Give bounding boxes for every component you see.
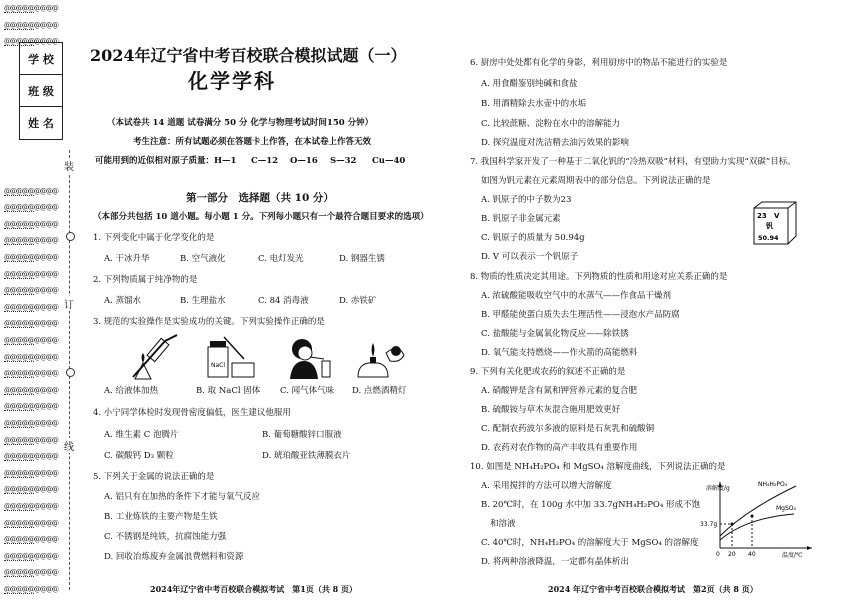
margin-deco-mark: @@@@@@@@@ [4,4,58,12]
option: D. 将两种溶液降温，一定都有晶体析出 [481,557,629,567]
svg-text:NaCl: NaCl [211,362,226,369]
margin-deco-mark: @@@@@@@@@ [4,518,58,527]
option: B. 空气液化 [180,254,226,264]
question-stem: 9. 下列有关化肥或农药的叙述不正确的是 [470,367,626,377]
option: A. 浓硫酸能吸收空气中的水蒸气——作食品干燥剂 [481,291,672,301]
option: C. 钒原子的质量为 50.94g [481,233,585,243]
margin-deco-mark: @@@@@@@@@ [4,435,58,444]
margin-deco-mark: @@@@@@@@@ [4,419,58,427]
option: C. 碳酸钙 D₃ 颗粒 [104,451,174,461]
question-stem: 10. 如图是 NH₄H₂PO₄ 和 MgSO₄ 溶解度曲线，下列说法正确的是 [470,462,726,472]
margin-deco-mark: @@@@@@@@@ [4,20,58,29]
page-footer-right: 2024 年辽宁省中考百校联合模拟考试 第2页（共 8 页） [548,584,758,594]
question-stem: 2. 下列物质属于纯净物的是 [93,275,198,285]
atomic-mass-cu: Cu—40 [372,156,406,166]
liquid-heating-figure [125,333,185,381]
element-number: 23 [757,212,767,220]
exam-instruction: 考生注意：所有试题必须在答题卡上作答，在本试卷上作答无效 [133,137,372,147]
exam-note: （本试卷共 14 道题 试卷满分 50 分 化学与物理考试时间150 分钟） [107,118,374,128]
margin-deco-mark: @@@@@@@@@ [4,37,58,46]
binding-margin [0,0,84,609]
option: B. 甲醛能使蛋白质失去生理活性——浸泡水产品防腐 [481,310,680,320]
atomic-mass-h: 可能用到的近似相对原子质量：H—1 [95,156,237,166]
option: C. 40℃时，NH₄H₂PO₄ 的溶解度大于 MgSO₄ 的溶解度 [481,538,699,548]
x-tick-20: 20 [728,551,736,558]
margin-deco-mark: @@@@@@@@@ [4,369,58,378]
series-label-nh4h2po4: NH₄H₂PO₄ [758,481,788,488]
question-stem: 1. 下列变化中属于化学变化的是 [93,233,215,243]
question-stem: 4. 小宁同学体检时发现骨密度偏低，医生建议他服用 [93,408,291,418]
y-axis-label: 溶解度/g [706,485,730,492]
margin-deco-mark: @@@@@@@@@ [4,203,58,212]
margin-deco-mark: @@@@@@@@@ [4,551,58,560]
margin-deco-mark: @@@@@@@@@ [4,452,58,461]
margin-deco-mark: @@@@@@@@@ [4,286,58,295]
student-info-box [19,42,63,140]
question-stem: 7. 我国科学家开发了一种基于二氧化钒的“冷热双吸”材料，有望助力实现“双碳”目标。 [470,157,796,167]
margin-deco-mark: @@@@@@@@@ [4,352,58,361]
margin-deco-mark: @@@@@@@@@ [4,319,58,328]
binding-ring [66,232,75,241]
margin-deco-mark: @@@@@@@@@ [4,485,58,494]
option: A. 给液体加热 [104,386,159,396]
option: A. 铝只有在加热的条件下才能与氧气反应 [104,492,261,502]
option: D. 琥珀酸亚铁薄膜衣片 [262,451,351,461]
binding-ring [66,368,75,377]
option: B. 葡萄糖酸锌口服液 [262,430,342,440]
option: C. 配制农药波尔多液的原料是石灰乳和硫酸铜 [481,424,655,434]
margin-deco-mark: @@@@@@@@@ [4,385,58,394]
option: D. 氧气能支持燃烧——作火箭的高能燃料 [481,348,638,358]
margin-deco-mark: @@@@@@@@@ [4,253,58,261]
option: B. 用酒精除去水壶中的水垢 [481,99,587,109]
option: A. 维生素 C 泡腾片 [104,430,179,440]
section-title: 第一部分 选择题（共 10 分） [186,192,334,204]
option: B. 钒原子非金属元素 [481,214,561,224]
margin-deco-mark: @@@@@@@@@ [4,585,58,593]
question-stem: 5. 下列关于金属的说法正确的是 [93,472,215,482]
option: D. 农药对农作物的高产丰收具有重要作用 [481,443,638,453]
option: A. 采用搅拌的方法可以增大溶解度 [481,481,612,491]
margin-deco-mark: @@@@@@@@@ [4,502,58,510]
option: C. 不锈钢是纯铁，抗腐蚀能力强 [104,532,227,542]
binding-mark-zhuang: 装 [64,158,74,173]
element-mass: 50.94 [758,234,779,242]
question-stem-cont: 如图为钒元素在元素周期表中的部分信息。下列说法正确的是 [481,176,711,186]
smell-gas-figure [280,333,340,381]
option-cont: 和溶液 [490,519,516,529]
margin-deco-mark: @@@@@@@@@ [4,535,58,544]
x-tick-40: 40 [748,551,756,558]
margin-deco-mark: @@@@@@@@@ [4,402,58,411]
class-label: 班 级 [20,75,62,107]
exam-title: 2024年辽宁省中考百校联合模拟试题（一） [90,46,407,65]
name-label: 姓 名 [28,117,54,130]
series-label-mgso4: MgSO₄ [776,505,796,512]
question-stem: 3. 规范的实验操作是实验成功的关键。下列实验操作正确的是 [93,317,325,327]
binding-mark-ding: 订 [64,296,74,311]
option: D. 钢器生锈 [339,254,385,264]
option: D. V 可以表示一个钒原子 [481,252,579,262]
option: D. 点燃酒精灯 [352,386,407,396]
option: C. 比较蔗糖、淀粉在水中的溶解能力 [481,119,621,129]
x-axis-label: 温度/℃ [782,552,803,559]
option: D. 回收冶炼废弃金属浪费燃料和资源 [104,552,244,562]
option: B. 生理盐水 [180,296,226,306]
marker-point [751,515,754,518]
option: C. 84 消毒液 [258,296,309,306]
element-name: 钒 [766,221,773,230]
margin-deco-mark: @@@@@@@@@ [4,219,58,228]
school-label: 学 校 [20,43,62,75]
atomic-mass-o: O—16 [290,156,318,166]
section-note: （本部分共包括 10 道小题。每小题 1 分。下列每小题只有一个最符合题目要求的选项） [93,212,429,222]
question-stem: 8. 物质的性质决定其用途。下列物质的性质和用途对应关系正确的是 [470,272,728,282]
option: B. 20℃时，在 100g 水中加 33.7gNH₄H₂PO₄ 形成不饱 [481,500,700,510]
origin-label: 0 [716,551,720,558]
margin-deco-mark: @@@@@@@@@ [4,468,58,477]
option: B. 硫酸铵与草木灰混合施用肥效更好 [481,405,621,415]
option: A. 干冰升华 [104,254,150,264]
margin-deco-mark: @@@@@@@@@ [4,269,58,278]
question-stem: 6. 厨房中处处都有化学的身影，利用厨房中的物品不能进行的实验是 [470,58,728,68]
solubility-curve-figure [700,478,816,559]
option: C. 电灯发光 [258,254,304,264]
margin-deco-mark: @@@@@@@@@ [4,186,58,195]
option: B. 工业炼铁的主要产物是生铁 [104,512,218,522]
option: C. 盐酸能与金属氧化物反应——除铁锈 [481,329,629,339]
page-footer-left: 2024年辽宁省中考百校联合模拟考试 第1页（共 8 页） [150,584,357,594]
option: A. 硝酸钾是含有氮和钾营养元素的复合肥 [481,386,638,396]
atomic-mass-s: S—32 [330,156,357,166]
option: C. 闻气体气味 [280,386,335,396]
series-line-mgso4 [720,514,794,540]
option: A. 蒸馏水 [104,296,142,306]
option: D. 探究温度对洗洁精去油污效果的影响 [481,138,629,148]
nacl-solid-figure [200,333,260,381]
margin-deco-mark: @@@@@@@@@ [4,336,58,344]
margin-deco-mark: @@@@@@@@@ [4,302,58,311]
vanadium-element-card [752,200,798,246]
element-symbol: V [774,212,780,220]
subject-title: 化学学科 [188,69,276,93]
atomic-mass-c: C—12 [251,156,279,166]
option: A. 钒原子的中子数为23 [481,195,572,205]
marker-point [731,523,734,526]
alcohol-lamp-figure [350,333,410,381]
option: D. 赤铁矿 [339,296,377,306]
binding-mark-xian: 线 [64,438,74,453]
margin-deco-mark: @@@@@@@@@ [4,568,58,577]
option: A. 用食醋鉴别纯碱和食盐 [481,79,578,89]
option: B. 取 NaCl 固体 [196,386,261,396]
margin-deco-mark: @@@@@@@@@ [4,236,58,245]
y-tick-label: 33.7g [700,521,718,528]
